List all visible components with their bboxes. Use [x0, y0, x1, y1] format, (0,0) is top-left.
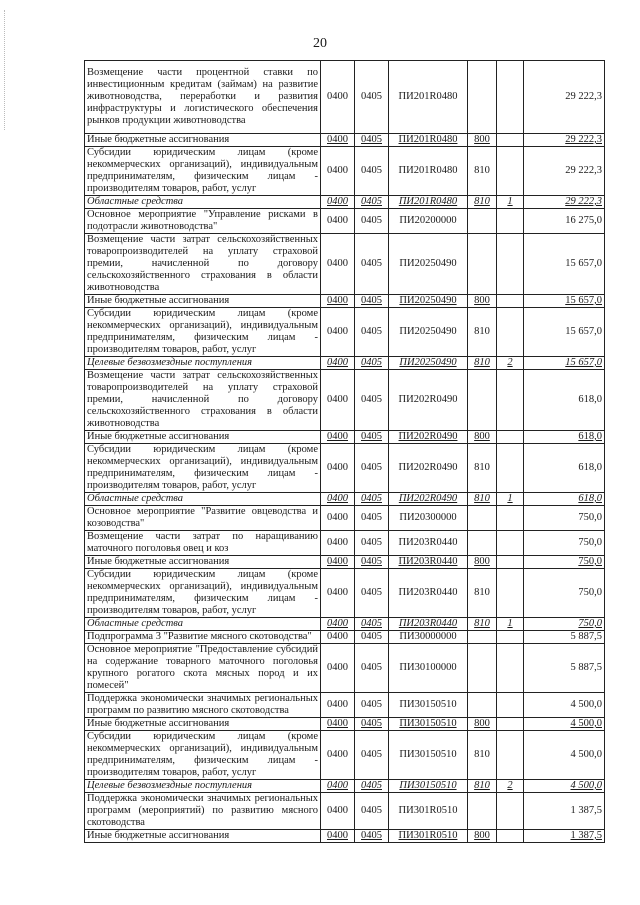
row-expense-type-code — [468, 209, 497, 234]
row-name: Возмещение части затрат по наращиванию маточного поголовья овец и коз — [85, 531, 321, 556]
row-target-article-code: ПИ20200000 — [389, 209, 468, 234]
row-expense-type-code: 810 — [468, 731, 497, 780]
row-name: Основное мероприятие "Развитие овцеводства и козоводства" — [85, 506, 321, 531]
row-subsection-code: 0405 — [355, 493, 389, 506]
row-subsection-code: 0405 — [355, 506, 389, 531]
row-expense-type-code: 800 — [468, 295, 497, 308]
table-row — [85, 431, 605, 444]
row-subsection-code: 0405 — [355, 308, 389, 357]
row-amount: 618,0 — [524, 493, 605, 506]
row-expense-type-code — [468, 506, 497, 531]
row-amount: 4 500,0 — [524, 731, 605, 780]
row-amount: 618,0 — [524, 370, 605, 431]
row-name: Субсидии юридическим лицам (кроме некоммерческих организаций), индивидуальным предпринимателям, физическим лицам - производителям товаров, работ, услуг — [85, 731, 321, 780]
row-expense-type-code: 800 — [468, 431, 497, 444]
row-name: Возмещение части процентной ставки по инвестиционным кредитам (займам) на развитие животноводства, переработки и развития инфраструктуры и логистического обеспечения рынков продукции животноводства — [85, 61, 321, 134]
table-row — [85, 196, 605, 209]
table-row — [85, 61, 605, 134]
row-target-article-code: ПИ30100000 — [389, 644, 468, 693]
row-section-code: 0400 — [321, 493, 355, 506]
row-name: Иные бюджетные ассигнования — [85, 830, 321, 843]
row-name: Поддержка экономически значимых региональных программ по развитию мясного скотоводства — [85, 693, 321, 718]
row-expense-type-code: 810 — [468, 196, 497, 209]
row-section-code: 0400 — [321, 718, 355, 731]
row-amount: 15 657,0 — [524, 357, 605, 370]
row-subsection-code: 0405 — [355, 731, 389, 780]
row-expense-type-code: 810 — [468, 357, 497, 370]
row-source-code — [497, 830, 524, 843]
row-name: Областные средства — [85, 493, 321, 506]
row-source-code — [497, 444, 524, 493]
table-row — [85, 618, 605, 631]
row-section-code: 0400 — [321, 693, 355, 718]
row-expense-type-code: 810 — [468, 618, 497, 631]
row-subsection-code: 0405 — [355, 61, 389, 134]
row-source-code — [497, 556, 524, 569]
row-section-code: 0400 — [321, 793, 355, 830]
row-section-code: 0400 — [321, 431, 355, 444]
row-subsection-code: 0405 — [355, 631, 389, 644]
row-name: Целевые безвозмездные поступления — [85, 780, 321, 793]
row-section-code: 0400 — [321, 569, 355, 618]
row-expense-type-code: 810 — [468, 569, 497, 618]
row-subsection-code: 0405 — [355, 569, 389, 618]
row-amount: 750,0 — [524, 618, 605, 631]
row-subsection-code: 0405 — [355, 295, 389, 308]
row-amount: 750,0 — [524, 556, 605, 569]
row-name: Иные бюджетные ассигнования — [85, 134, 321, 147]
row-subsection-code: 0405 — [355, 357, 389, 370]
row-name: Целевые безвозмездные поступления — [85, 357, 321, 370]
row-name: Поддержка экономически значимых региональных программ (мероприятий) по развитию мясного скотоводства — [85, 793, 321, 830]
row-expense-type-code: 810 — [468, 308, 497, 357]
table-row — [85, 731, 605, 780]
row-subsection-code: 0405 — [355, 147, 389, 196]
row-expense-type-code — [468, 61, 497, 134]
row-amount: 1 387,5 — [524, 793, 605, 830]
row-amount: 618,0 — [524, 431, 605, 444]
row-source-code: 2 — [497, 780, 524, 793]
row-subsection-code: 0405 — [355, 234, 389, 295]
table-row — [85, 357, 605, 370]
table-row — [85, 569, 605, 618]
row-expense-type-code — [468, 531, 497, 556]
row-target-article-code: ПИ30150510 — [389, 718, 468, 731]
row-amount: 4 500,0 — [524, 780, 605, 793]
row-section-code: 0400 — [321, 196, 355, 209]
row-name: Возмещение части затрат сельскохозяйственных товаропроизводителей на уплату страховой премии, начисленной по договору сельскохозяйственного страхования в области животноводства — [85, 234, 321, 295]
row-target-article-code: ПИ202R0490 — [389, 493, 468, 506]
row-target-article-code: ПИ201R0480 — [389, 134, 468, 147]
row-amount: 750,0 — [524, 531, 605, 556]
row-target-article-code: ПИ20250490 — [389, 234, 468, 295]
row-amount: 15 657,0 — [524, 234, 605, 295]
row-subsection-code: 0405 — [355, 830, 389, 843]
row-source-code — [497, 793, 524, 830]
table-row — [85, 234, 605, 295]
row-name: Основное мероприятие "Предоставление субсидий на содержание товарного маточного поголовья крупного рогатого скота мясных пород и их помесей" — [85, 644, 321, 693]
row-source-code — [497, 506, 524, 531]
row-source-code: 2 — [497, 357, 524, 370]
row-source-code — [497, 209, 524, 234]
row-name: Субсидии юридическим лицам (кроме некоммерческих организаций), индивидуальным предпринимателям, физическим лицам - производителям товаров, работ, услуг — [85, 308, 321, 357]
row-subsection-code: 0405 — [355, 718, 389, 731]
row-amount: 4 500,0 — [524, 718, 605, 731]
row-target-article-code: ПИ20300000 — [389, 506, 468, 531]
row-name: Возмещение части затрат сельскохозяйственных товаропроизводителей на уплату страховой премии, начисленной по договору сельскохозяйственного страхования в области животноводства — [85, 370, 321, 431]
row-expense-type-code — [468, 793, 497, 830]
table-row — [85, 493, 605, 506]
row-section-code: 0400 — [321, 61, 355, 134]
row-source-code — [497, 693, 524, 718]
row-target-article-code: ПИ301R0510 — [389, 830, 468, 843]
table-row — [85, 295, 605, 308]
row-section-code: 0400 — [321, 134, 355, 147]
row-name: Иные бюджетные ассигнования — [85, 718, 321, 731]
row-source-code — [497, 731, 524, 780]
row-amount: 15 657,0 — [524, 308, 605, 357]
row-target-article-code: ПИ20250490 — [389, 357, 468, 370]
row-section-code: 0400 — [321, 295, 355, 308]
row-expense-type-code: 810 — [468, 147, 497, 196]
table-row — [85, 531, 605, 556]
row-expense-type-code — [468, 693, 497, 718]
row-subsection-code: 0405 — [355, 134, 389, 147]
table-row — [85, 693, 605, 718]
row-name: Областные средства — [85, 196, 321, 209]
row-target-article-code: ПИ30150510 — [389, 693, 468, 718]
row-amount: 1 387,5 — [524, 830, 605, 843]
row-amount: 29 222,3 — [524, 61, 605, 134]
row-section-code: 0400 — [321, 780, 355, 793]
table-row — [85, 444, 605, 493]
table-row — [85, 556, 605, 569]
row-target-article-code: ПИ30150510 — [389, 780, 468, 793]
budget-table-body — [85, 61, 605, 843]
table-row — [85, 134, 605, 147]
row-section-code: 0400 — [321, 531, 355, 556]
row-subsection-code: 0405 — [355, 531, 389, 556]
row-target-article-code: ПИ203R0440 — [389, 569, 468, 618]
margin-mark — [4, 10, 6, 130]
row-section-code: 0400 — [321, 731, 355, 780]
row-source-code — [497, 147, 524, 196]
row-subsection-code: 0405 — [355, 644, 389, 693]
row-target-article-code: ПИ30000000 — [389, 631, 468, 644]
row-section-code: 0400 — [321, 370, 355, 431]
row-target-article-code: ПИ201R0480 — [389, 147, 468, 196]
row-amount: 15 657,0 — [524, 295, 605, 308]
row-subsection-code: 0405 — [355, 444, 389, 493]
row-subsection-code: 0405 — [355, 793, 389, 830]
row-amount: 750,0 — [524, 506, 605, 531]
row-source-code: 1 — [497, 196, 524, 209]
row-subsection-code: 0405 — [355, 431, 389, 444]
row-source-code: 1 — [497, 618, 524, 631]
row-target-article-code: ПИ202R0490 — [389, 444, 468, 493]
row-target-article-code: ПИ203R0440 — [389, 618, 468, 631]
row-name: Иные бюджетные ассигнования — [85, 431, 321, 444]
row-expense-type-code: 800 — [468, 134, 497, 147]
row-expense-type-code: 800 — [468, 718, 497, 731]
row-source-code — [497, 718, 524, 731]
row-target-article-code: ПИ203R0440 — [389, 556, 468, 569]
row-target-article-code: ПИ201R0480 — [389, 61, 468, 134]
row-source-code — [497, 531, 524, 556]
row-name: Областные средства — [85, 618, 321, 631]
row-section-code: 0400 — [321, 209, 355, 234]
table-row — [85, 718, 605, 731]
row-subsection-code: 0405 — [355, 618, 389, 631]
row-section-code: 0400 — [321, 147, 355, 196]
row-section-code: 0400 — [321, 830, 355, 843]
row-target-article-code: ПИ301R0510 — [389, 793, 468, 830]
table-row — [85, 370, 605, 431]
table-row — [85, 830, 605, 843]
table-row — [85, 147, 605, 196]
row-amount: 29 222,3 — [524, 147, 605, 196]
table-row — [85, 506, 605, 531]
row-section-code: 0400 — [321, 308, 355, 357]
row-amount: 16 275,0 — [524, 209, 605, 234]
row-subsection-code: 0405 — [355, 780, 389, 793]
row-source-code — [497, 569, 524, 618]
row-target-article-code: ПИ20250490 — [389, 295, 468, 308]
row-source-code — [497, 295, 524, 308]
row-expense-type-code: 800 — [468, 556, 497, 569]
row-target-article-code: ПИ30150510 — [389, 731, 468, 780]
row-name: Иные бюджетные ассигнования — [85, 556, 321, 569]
row-name: Субсидии юридическим лицам (кроме некоммерческих организаций), индивидуальным предпринимателям, физическим лицам - производителям товаров, работ, услуг — [85, 444, 321, 493]
row-expense-type-code: 810 — [468, 780, 497, 793]
row-name: Основное мероприятие "Управление рисками в подотрасли животноводства" — [85, 209, 321, 234]
table-row — [85, 308, 605, 357]
row-target-article-code: ПИ203R0440 — [389, 531, 468, 556]
row-amount: 29 222,3 — [524, 134, 605, 147]
row-subsection-code: 0405 — [355, 370, 389, 431]
row-section-code: 0400 — [321, 234, 355, 295]
table-row — [85, 631, 605, 644]
row-expense-type-code: 800 — [468, 830, 497, 843]
row-subsection-code: 0405 — [355, 693, 389, 718]
row-section-code: 0400 — [321, 444, 355, 493]
row-expense-type-code — [468, 644, 497, 693]
row-source-code — [497, 308, 524, 357]
row-expense-type-code — [468, 631, 497, 644]
row-source-code — [497, 431, 524, 444]
row-source-code — [497, 631, 524, 644]
row-target-article-code: ПИ201R0480 — [389, 196, 468, 209]
row-subsection-code: 0405 — [355, 196, 389, 209]
budget-table — [84, 60, 605, 843]
row-source-code — [497, 370, 524, 431]
row-target-article-code: ПИ202R0490 — [389, 370, 468, 431]
row-expense-type-code: 810 — [468, 444, 497, 493]
table-row — [85, 780, 605, 793]
row-source-code — [497, 234, 524, 295]
row-name: Подпрограмма 3 "Развитие мясного скотоводства" — [85, 631, 321, 644]
row-expense-type-code: 810 — [468, 493, 497, 506]
row-name: Субсидии юридическим лицам (кроме некоммерческих организаций), индивидуальным предпринимателям, физическим лицам - производителям товаров, работ, услуг — [85, 569, 321, 618]
row-subsection-code: 0405 — [355, 209, 389, 234]
row-section-code: 0400 — [321, 644, 355, 693]
row-amount: 29 222,3 — [524, 196, 605, 209]
row-name: Субсидии юридическим лицам (кроме некоммерческих организаций), индивидуальным предпринимателям, физическим лицам - производителям товаров, работ, услуг — [85, 147, 321, 196]
row-section-code: 0400 — [321, 357, 355, 370]
page-number: 20 — [313, 36, 327, 51]
row-source-code — [497, 61, 524, 134]
row-target-article-code: ПИ202R0490 — [389, 431, 468, 444]
table-row — [85, 793, 605, 830]
row-subsection-code: 0405 — [355, 556, 389, 569]
row-section-code: 0400 — [321, 618, 355, 631]
row-name: Иные бюджетные ассигнования — [85, 295, 321, 308]
row-section-code: 0400 — [321, 556, 355, 569]
row-expense-type-code — [468, 234, 497, 295]
row-source-code — [497, 134, 524, 147]
row-amount: 5 887,5 — [524, 631, 605, 644]
row-expense-type-code — [468, 370, 497, 431]
row-amount: 618,0 — [524, 444, 605, 493]
row-section-code: 0400 — [321, 631, 355, 644]
row-section-code: 0400 — [321, 506, 355, 531]
row-amount: 750,0 — [524, 569, 605, 618]
row-amount: 5 887,5 — [524, 644, 605, 693]
row-source-code — [497, 644, 524, 693]
table-row — [85, 644, 605, 693]
row-source-code: 1 — [497, 493, 524, 506]
row-target-article-code: ПИ20250490 — [389, 308, 468, 357]
table-row — [85, 209, 605, 234]
row-amount: 4 500,0 — [524, 693, 605, 718]
